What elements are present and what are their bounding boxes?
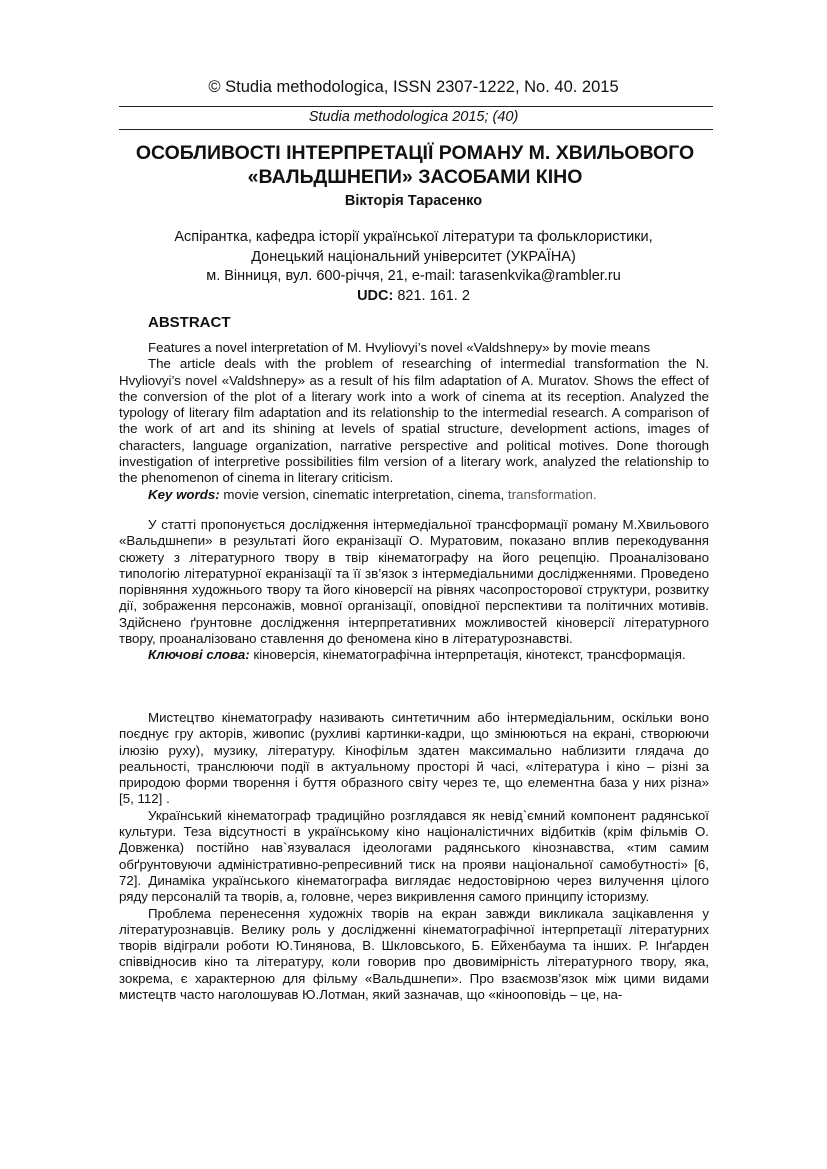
keywords-label-ua: Ключові слова: xyxy=(148,647,250,663)
abstract-paragraph: The article deals with the problem of researching of intermedial transformation the N. Hvyliovyi’s novel «Valdshnepy» as a result of his film adaptation of A. Muratov. Shows the effect of the conversion of the plot of a literary work into a work of cinema at its reception. Analyzed the typology of literary film adaptation and its relationship to the intermedial research. A comparison of the work of art and its shining at levels of spatial structure, development actions, images of characters, language organization, narrative perspective and political motives. Done thorough investigation of interpretive possibilities film version of a literary work, analyzed the relationship to the phenomenon of cinema in literary criticism. xyxy=(119,356,709,486)
abstract-keywords xyxy=(119,487,709,503)
abstract-title-paragraph: Features a novel interpretation of M. Hvyliovyi’s novel «Valdshnepy» by movie means xyxy=(148,340,651,355)
title-line-2: «ВАЛЬДШНЕПИ» ЗАСОБАМИ КІНО xyxy=(247,166,583,188)
article-title xyxy=(90,141,740,189)
body-paragraph-2: Український кінематограф традиційно розглядався як невід`ємний компонент радянської культури. Теза відсутності в українському кіно націоналістичних відбитків (крім фільмів О. Довженка) постійно нав`язувалася ідеологами радянського кінознавства, «тим самим обґрунтовуючи адміністративно-репресивний тиск на прояви національної самобутності» [6, 72]. Динаміка українського кінематографа виглядає недостовірною через вилучення цілого ряду персоналій та творів, а, головне, через викривлення самого принципу історизму. xyxy=(119,807,709,905)
abstract-heading: ABSTRACT xyxy=(148,314,231,331)
header-rule-top xyxy=(119,106,713,107)
udc-line xyxy=(0,287,827,307)
annotation-paragraph: У статті пропонується дослідження інтермедіальної трансформації роману М.Хвильового «Вальдшнепи» в результаті його екранізації О. Муратовим, показано вплив перекодування сюжету з літературного твору в твір кінематографу на його рецепцію. Проаналізовано типологію літературної екранізації та її зв’язок з інтермедіальними дослідженнями. Проведено порівняння художнього твору та його кіноверсії на рівнях часопросторової структури, розвитку дії, зображення персонажів, мовної організації, оповідної перспективи та політичних мотивів. Здійснено ґрунтовне дослідження інтерпретативних можливостей кіноверсії літературного твору, проаналізовано ставлення до феномена кіно в літературознавстві. xyxy=(119,517,709,647)
body-paragraph-3: Проблема перенесення художніх творів на екран завжди викликала зацікавлення у літературознавців. Велику роль у дослідженні кінематографічної інтерпретації літературних творів відіграли роботи Ю.Тинянова, В. Шкловського, Б. Ейхенбаума та інших. Р. Інґарден співвідносив кіно та літературу, коли говорив про двовимірність літературного твору, яка, зокрема, є характерною для фільму «Вальдшнепи». Про взаємозв’язок між цими видами мистецтв часто наголошував Ю.Лотман, який зазначав, що «кінооповідь – це, на- xyxy=(119,905,709,1003)
header-rule-bottom xyxy=(119,129,713,130)
udc-label: UDC: xyxy=(357,287,394,304)
body-paragraph-1: Мистецтво кінематографу називають синтетичним або інтермедіальним, оскільки воно поєднує гру акторів, живопис (рухливі картинки-кадри, що змінюються на екрані, створюючи ілюзію руху), музику, літературу. Кінофільм здатен максимально наблизити глядача до реальності, транслюючи події в актуальному просторі й часі, «література і кіно – різні за природою форми творення і буття образного світу через те, що елементна база у них різна» [5, 112] . xyxy=(119,710,709,807)
author-name: Вікторія Тарасенко xyxy=(344,193,483,209)
keywords-label: Key words: xyxy=(148,486,220,502)
udc-value: 821. 161. 2 xyxy=(393,287,470,304)
issue-line: Studia methodologica 2015; (40) xyxy=(308,109,519,125)
affiliation-line-3: м. Вінниця, вул. 600-річчя, 21, e-mail: tarasenkvika@rambler.ru xyxy=(206,268,621,285)
keywords-text: movie version, cinematic interpretation, cinema, xyxy=(219,486,508,502)
affiliation xyxy=(0,228,827,306)
keywords-last: transformation. xyxy=(507,486,597,502)
affiliation-line-1: Аспірантка, кафедра історії української літератури та фольклористики, xyxy=(174,229,653,245)
journal-citation: © Studia methodologica, ISSN 2307-1222, No. 40. 2015 xyxy=(208,78,619,96)
abstract-english xyxy=(119,340,709,503)
affiliation-line-2: Донецький національний університет (УКРАЇНА) xyxy=(251,248,576,265)
main-text xyxy=(119,710,709,1003)
annotation-keywords xyxy=(119,647,709,663)
title-line-1: ОСОБЛИВОСТІ ІНТЕРПРЕТАЦІЇ РОМАНУ М. ХВИЛЬОВОГО xyxy=(135,142,695,164)
annotation-ukrainian xyxy=(119,517,709,664)
keywords-text-ua: кіноверсія, кінематографічна інтерпретація, кінотекст, трансформація. xyxy=(249,647,686,663)
